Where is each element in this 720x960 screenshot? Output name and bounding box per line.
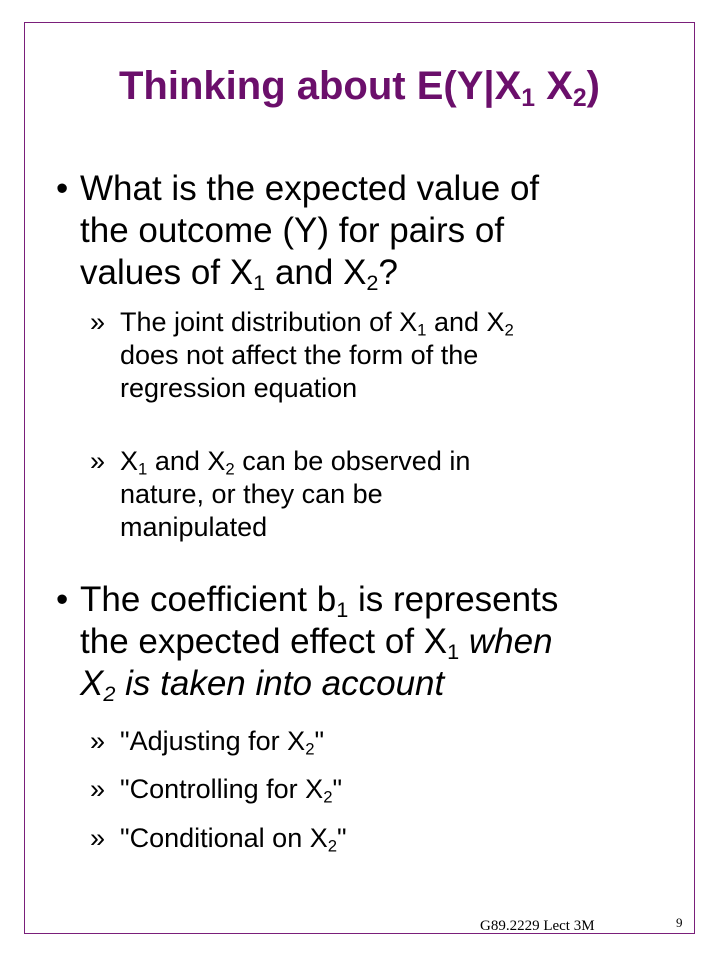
sub-bullet-marker: » [90,446,106,476]
bullet-line: the outcome (Y) for pairs of [80,211,505,250]
bullet-line: The coefficient $b_1$ is represents [80,580,559,623]
page-number: 9 [676,915,683,930]
bullet-marker: • [56,580,69,619]
sub-bullet-line: $X_1$ and $X_2$ can be observed in [120,446,471,479]
bullet-marker: • [56,169,69,208]
sub-bullet-marker: » [90,307,106,337]
sub-bullet-marker: » [90,726,106,756]
bullet-line: What is the expected value of [80,169,540,208]
bullet-coefficient [56,579,559,707]
sub-bullet-marker: » [90,823,106,853]
slide-title: Thinking about $E(Y|X_1$ $X_2$) [118,64,600,112]
bullet-line: the expected effect of $X_1$ when [80,622,553,665]
sub-bullet-line: nature, or they can be [120,479,383,509]
sub-bullet-line: The joint distribution of $X_1$ and $X_2$ [120,307,514,340]
bullet-expected-value [56,168,540,296]
bullet-line: values of $X_1$ and $X_2$? [80,253,398,296]
bullet-line: $X_2$ is taken into account [80,664,445,707]
sub-bullet-joint-distribution [90,306,514,405]
sub-bullet-line: manipulated [120,512,268,542]
sub-bullet-adjusting: » "Adjusting for $X_2$" [90,726,325,759]
sub-bullet-marker: » [90,774,106,804]
sub-bullet-conditional: » "Conditional on $X_2$" [90,823,347,856]
footer-lecture-label: G89.2229 Lect 3M [480,918,595,934]
sub-bullet-line: regression equation [120,373,358,403]
sub-bullet-line: does not affect the form of the [120,340,479,370]
sub-bullet-observed-or-manipulated [90,445,471,544]
sub-bullet-controlling: » "Controlling for $X_2$" [90,774,343,807]
